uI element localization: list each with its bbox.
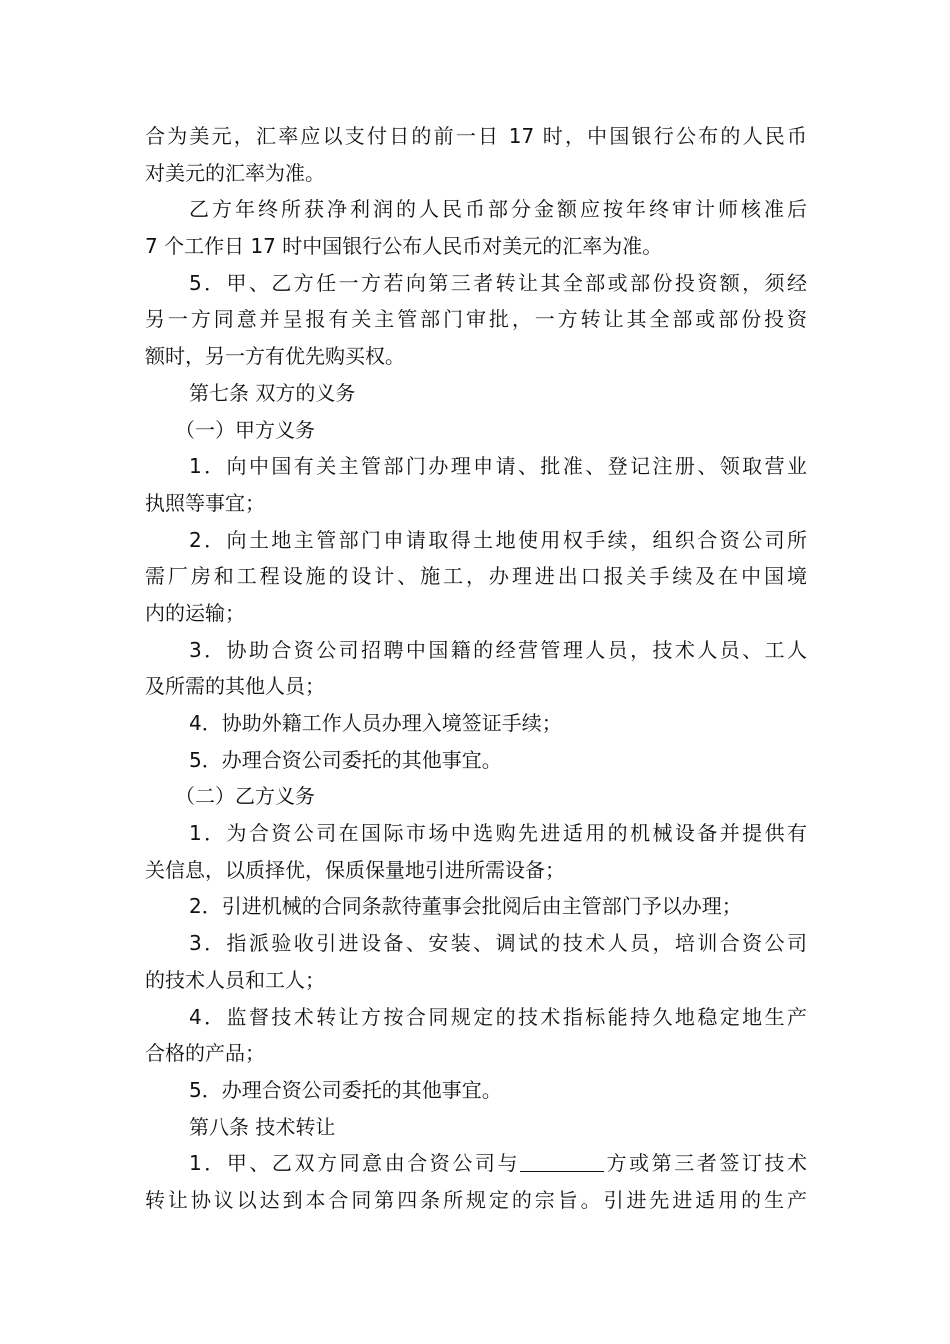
text-line: 合为美元，汇率应以支付日的前一日 17 时，中国银行公布的人民币 <box>145 124 807 148</box>
party-a-obligations-heading: （一）甲方义务 <box>175 417 315 442</box>
article-8-heading: 第八条 技术转让 <box>189 1114 336 1139</box>
text-line: 额时，另一方有优先购买权。 <box>145 344 405 369</box>
text-line: 对美元的汇率为准。 <box>145 160 325 185</box>
article-8-item-1-line <box>145 1145 807 1182</box>
text-line: 另一方同意并呈报有关主管部门审批，一方转让其全部或部份投资 <box>145 307 807 332</box>
text-line: 7 个工作日 17 时中国银行公布人民币对美元的汇率为准。 <box>145 234 663 259</box>
text-line: 及所需的其他人员； <box>145 674 325 699</box>
party-a-item-3-line: 3．协助合资公司招聘中国籍的经营管理人员，技术人员、工人 <box>189 637 807 662</box>
party-a-item-2-line: 2．向土地主管部门申请取得土地使用权手续，组织合资公司所 <box>189 527 807 552</box>
clause-item-5-line: 5．甲、乙方任一方若向第三者转让其全部或部份投资额，须经 <box>189 270 807 295</box>
party-a-item-4-line: 4．协助外籍工作人员办理入境签证手续； <box>189 711 562 735</box>
party-b-item-2-line: 2．引进机械的合同条款待董事会批阅后由主管部门予以办理； <box>189 894 742 919</box>
party-b-item-1-line: 1．为合资公司在国际市场中选购先进适用的机械设备并提供有 <box>189 821 807 846</box>
document-body <box>145 118 807 1219</box>
party-a-item-5-line: 5．办理合资公司委托的其他事宜。 <box>189 747 502 772</box>
text-line: 关信息，以质择优，保质保量地引进所需设备； <box>145 857 565 882</box>
text-line: 合格的产品； <box>145 1041 265 1066</box>
text-line: 的技术人员和工人； <box>145 967 325 992</box>
text-segment: 1．甲、乙双方同意由合资公司与 <box>189 1151 521 1176</box>
text-line: 执照等事宜； <box>145 490 265 515</box>
party-b-item-5-line: 5．办理合资公司委托的其他事宜。 <box>189 1077 502 1102</box>
text-line: 转让协议以达到本合同第四条所规定的宗旨。引进先进适用的生产 <box>145 1187 807 1212</box>
party-b-item-3-line: 3．指派验收引进设备、安装、调试的技术人员，培训合资公司 <box>189 931 807 956</box>
party-a-item-1-line: 1．向中国有关主管部门办理申请、批准、登记注册、领取营业 <box>189 454 807 479</box>
text-line: 内的运输； <box>145 600 245 625</box>
paragraph-first-line: 乙方年终所获净利润的人民币部分金额应按年终审计师核准后 <box>189 197 807 222</box>
text-line: 需厂房和工程设施的设计、施工，办理进出口报关手续及在中国境 <box>145 564 807 589</box>
text-segment: 方或第三者签订技术 <box>604 1151 807 1176</box>
party-b-item-4-line: 4．监督技术转让方按合同规定的技术指标能持久地稳定地生产 <box>189 1004 807 1029</box>
party-b-obligations-heading: （二）乙方义务 <box>175 784 315 809</box>
article-7-heading: 第七条 双方的义务 <box>189 380 356 405</box>
fill-in-blank <box>520 1151 604 1172</box>
